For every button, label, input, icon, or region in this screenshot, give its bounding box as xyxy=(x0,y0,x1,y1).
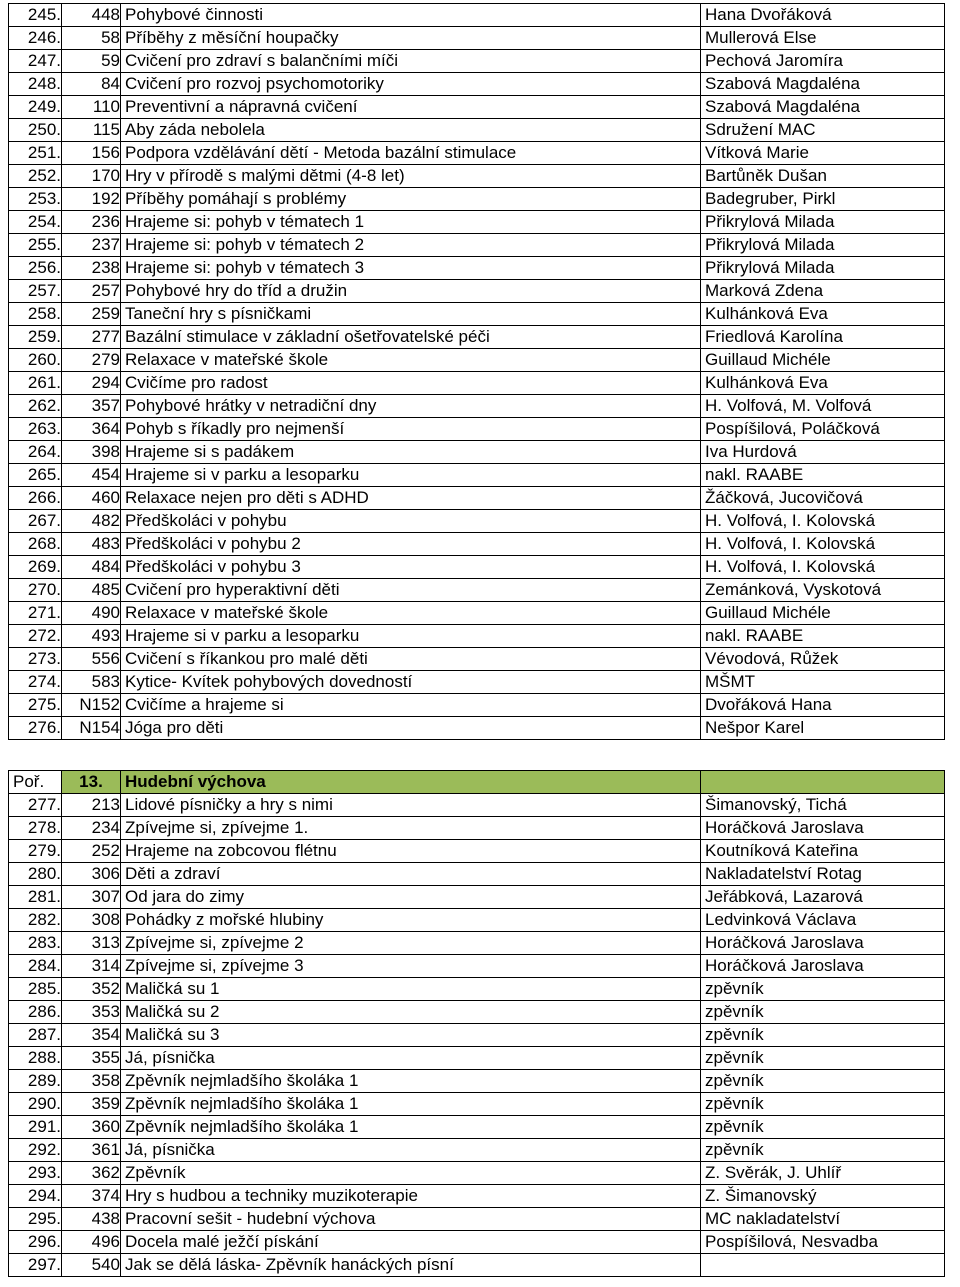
table-row xyxy=(9,978,945,1001)
book-author: Nešpor Karel xyxy=(701,717,945,740)
book-title: Relaxace nejen pro děti s ADHD xyxy=(121,487,701,510)
book-author: zpěvník xyxy=(701,1139,945,1162)
book-author: Zemánková, Vyskotová xyxy=(701,579,945,602)
table-row xyxy=(9,418,945,441)
row-number: 272. xyxy=(9,625,62,648)
book-id: 485 xyxy=(62,579,121,602)
row-number: 271. xyxy=(9,602,62,625)
book-author: Iva Hurdová xyxy=(701,441,945,464)
book-id: 277 xyxy=(62,326,121,349)
row-number: 281. xyxy=(9,886,62,909)
table-row xyxy=(9,533,945,556)
table-row xyxy=(9,909,945,932)
book-title: Bazální stimulace v základní ošetřovatelské péči xyxy=(121,326,701,349)
row-number: 254. xyxy=(9,211,62,234)
book-id: 374 xyxy=(62,1185,121,1208)
book-id: 540 xyxy=(62,1254,121,1277)
row-number: 245. xyxy=(9,4,62,27)
row-number: 250. xyxy=(9,119,62,142)
book-id: 482 xyxy=(62,510,121,533)
row-number: 291. xyxy=(9,1116,62,1139)
book-title: Cvičení pro zdraví s balančními míči xyxy=(121,50,701,73)
book-title: Pohádky z mořské hlubiny xyxy=(121,909,701,932)
book-author: Koutníková Kateřina xyxy=(701,840,945,863)
row-number: 265. xyxy=(9,464,62,487)
row-number: 296. xyxy=(9,1231,62,1254)
book-author: MC nakladatelství xyxy=(701,1208,945,1231)
book-author: H. Volfová, I. Kolovská xyxy=(701,510,945,533)
row-number: 285. xyxy=(9,978,62,1001)
book-title: Maličká su 2 xyxy=(121,1001,701,1024)
book-id: 361 xyxy=(62,1139,121,1162)
book-id: 364 xyxy=(62,418,121,441)
book-author: H. Volfová, I. Kolovská xyxy=(701,533,945,556)
row-number: 293. xyxy=(9,1162,62,1185)
table-row xyxy=(9,625,945,648)
book-id: 279 xyxy=(62,349,121,372)
book-id: 353 xyxy=(62,1001,121,1024)
table-row xyxy=(9,372,945,395)
book-author: Kulhánková Eva xyxy=(701,372,945,395)
row-number: 297. xyxy=(9,1254,62,1277)
table-row xyxy=(9,840,945,863)
table-row xyxy=(9,1116,945,1139)
book-id: 438 xyxy=(62,1208,121,1231)
book-id: 238 xyxy=(62,257,121,280)
table-row xyxy=(9,142,945,165)
book-title: Hrajeme si: pohyb v tématech 2 xyxy=(121,234,701,257)
table-row xyxy=(9,717,945,740)
table-row xyxy=(9,326,945,349)
book-title: Hrajeme si v parku a lesoparku xyxy=(121,464,701,487)
table-row xyxy=(9,863,945,886)
row-number: 270. xyxy=(9,579,62,602)
book-title: Jak se dělá láska- Zpěvník hanáckých písní xyxy=(121,1254,701,1277)
book-title: Zpěvník nejmladšího školáka 1 xyxy=(121,1093,701,1116)
book-id: 257 xyxy=(62,280,121,303)
book-title: Zpívejme si, zpívejme 1. xyxy=(121,817,701,840)
table-row xyxy=(9,73,945,96)
row-number: 295. xyxy=(9,1208,62,1231)
book-title: Já, písnička xyxy=(121,1047,701,1070)
book-title: Hry v přírodě s malými dětmi (4-8 let) xyxy=(121,165,701,188)
table-row xyxy=(9,602,945,625)
row-number: 247. xyxy=(9,50,62,73)
table-row xyxy=(9,303,945,326)
row-number: 280. xyxy=(9,863,62,886)
book-author: Guillaud Michéle xyxy=(701,349,945,372)
book-title: Já, písnička xyxy=(121,1139,701,1162)
book-title: Zpívejme si, zpívejme 2 xyxy=(121,932,701,955)
row-number: 278. xyxy=(9,817,62,840)
book-title: Relaxace v mateřské škole xyxy=(121,349,701,372)
book-id: 354 xyxy=(62,1024,121,1047)
book-id: 460 xyxy=(62,487,121,510)
table-row xyxy=(9,464,945,487)
table-row xyxy=(9,1162,945,1185)
book-author: Ledvinková Václava xyxy=(701,909,945,932)
table-row xyxy=(9,1024,945,1047)
book-title: Hrajeme si: pohyb v tématech 1 xyxy=(121,211,701,234)
book-title: Cvičíme pro radost xyxy=(121,372,701,395)
row-number: 277. xyxy=(9,794,62,817)
book-author: zpěvník xyxy=(701,1116,945,1139)
book-id: 454 xyxy=(62,464,121,487)
table-row xyxy=(9,4,945,27)
book-id: 314 xyxy=(62,955,121,978)
book-id: 115 xyxy=(62,119,121,142)
table-row xyxy=(9,648,945,671)
book-id: 490 xyxy=(62,602,121,625)
book-title: Pohyb s říkadly pro nejmenší xyxy=(121,418,701,441)
book-title: Děti a zdraví xyxy=(121,863,701,886)
book-id: N154 xyxy=(62,717,121,740)
book-title: Příběhy z měsíční houpačky xyxy=(121,27,701,50)
table-row xyxy=(9,441,945,464)
book-title: Hrajeme si: pohyb v tématech 3 xyxy=(121,257,701,280)
book-id: 313 xyxy=(62,932,121,955)
table-row xyxy=(9,794,945,817)
table-row xyxy=(9,96,945,119)
book-title: Pohybové činnosti xyxy=(121,4,701,27)
book-author: Z. Šimanovský xyxy=(701,1185,945,1208)
book-title: Pohybové hrátky v netradiční dny xyxy=(121,395,701,418)
table-row xyxy=(9,1047,945,1070)
book-title: Aby záda nebolela xyxy=(121,119,701,142)
row-number: 283. xyxy=(9,932,62,955)
row-number: 274. xyxy=(9,671,62,694)
book-id: 362 xyxy=(62,1162,121,1185)
table-row xyxy=(9,694,945,717)
book-author: Badegruber, Pirkl xyxy=(701,188,945,211)
row-number: 269. xyxy=(9,556,62,579)
row-number: 258. xyxy=(9,303,62,326)
book-author: Bartůněk Dušan xyxy=(701,165,945,188)
book-author: Vévodová, Růžek xyxy=(701,648,945,671)
book-title: Pracovní sešit - hudební výchova xyxy=(121,1208,701,1231)
book-title: Zpěvník nejmladšího školáka 1 xyxy=(121,1070,701,1093)
row-number: 253. xyxy=(9,188,62,211)
row-number: 284. xyxy=(9,955,62,978)
book-title: Maličká su 3 xyxy=(121,1024,701,1047)
row-number: 276. xyxy=(9,717,62,740)
book-title: Od jara do zimy xyxy=(121,886,701,909)
book-title: Taneční hry s písničkami xyxy=(121,303,701,326)
book-author: zpěvník xyxy=(701,1070,945,1093)
book-author: Mullerová Else xyxy=(701,27,945,50)
book-title: Hrajeme na zobcovou flétnu xyxy=(121,840,701,863)
book-id: 360 xyxy=(62,1116,121,1139)
book-author: Horáčková Jaroslava xyxy=(701,817,945,840)
book-title: Lidové písničky a hry s nimi xyxy=(121,794,701,817)
row-number: 252. xyxy=(9,165,62,188)
book-author: nakl. RAABE xyxy=(701,625,945,648)
book-title: Hrajeme si v parku a lesoparku xyxy=(121,625,701,648)
book-author: Pechová Jaromíra xyxy=(701,50,945,73)
book-title: Předškoláci v pohybu 3 xyxy=(121,556,701,579)
row-number: 288. xyxy=(9,1047,62,1070)
table-row xyxy=(9,257,945,280)
book-id: 84 xyxy=(62,73,121,96)
table-row xyxy=(9,1001,945,1024)
book-id: 484 xyxy=(62,556,121,579)
book-author: nakl. RAABE xyxy=(701,464,945,487)
table-row xyxy=(9,487,945,510)
book-author: H. Volfová, M. Volfová xyxy=(701,395,945,418)
book-author: Pospíšilová, Nesvadba xyxy=(701,1231,945,1254)
book-id: 259 xyxy=(62,303,121,326)
table-row xyxy=(9,579,945,602)
book-title: Hry s hudbou a techniky muzikoterapie xyxy=(121,1185,701,1208)
row-number: 290. xyxy=(9,1093,62,1116)
table-row xyxy=(9,1254,945,1277)
row-number: 279. xyxy=(9,840,62,863)
table-row xyxy=(9,188,945,211)
book-title: Předškoláci v pohybu 2 xyxy=(121,533,701,556)
book-author: Szabová Magdaléna xyxy=(701,96,945,119)
table-row xyxy=(9,50,945,73)
row-number: 259. xyxy=(9,326,62,349)
row-number: 249. xyxy=(9,96,62,119)
book-author xyxy=(701,1254,945,1277)
row-number: 261. xyxy=(9,372,62,395)
row-number: 287. xyxy=(9,1024,62,1047)
table-row xyxy=(9,886,945,909)
table-row xyxy=(9,395,945,418)
book-id: N152 xyxy=(62,694,121,717)
book-author: Přikrylová Milada xyxy=(701,211,945,234)
table-row xyxy=(9,817,945,840)
row-number: 246. xyxy=(9,27,62,50)
book-author: Nakladatelství Rotag xyxy=(701,863,945,886)
book-title: Cvičení s říkankou pro malé děti xyxy=(121,648,701,671)
row-number: 267. xyxy=(9,510,62,533)
book-author: Guillaud Michéle xyxy=(701,602,945,625)
book-title: Cvičení pro hyperaktivní děti xyxy=(121,579,701,602)
book-author: zpěvník xyxy=(701,1047,945,1070)
table-row xyxy=(9,932,945,955)
table-row xyxy=(9,119,945,142)
book-author: Horáčková Jaroslava xyxy=(701,932,945,955)
book-id: 110 xyxy=(62,96,121,119)
row-number: 256. xyxy=(9,257,62,280)
book-id: 358 xyxy=(62,1070,121,1093)
book-id: 252 xyxy=(62,840,121,863)
book-author: Hana Dvořáková xyxy=(701,4,945,27)
table-row xyxy=(9,280,945,303)
book-author: MŠMT xyxy=(701,671,945,694)
book-title: Příběhy pomáhají s problémy xyxy=(121,188,701,211)
row-number: 286. xyxy=(9,1001,62,1024)
book-table-physical xyxy=(8,3,945,740)
book-author: Šimanovský, Tichá xyxy=(701,794,945,817)
book-title: Hrajeme si s padákem xyxy=(121,441,701,464)
book-id: 59 xyxy=(62,50,121,73)
row-number: 262. xyxy=(9,395,62,418)
section-header-row xyxy=(9,771,945,794)
book-title: Zpěvník nejmladšího školáka 1 xyxy=(121,1116,701,1139)
table-row xyxy=(9,955,945,978)
book-title: Preventivní a nápravná cvičení xyxy=(121,96,701,119)
book-title: Zpěvník xyxy=(121,1162,701,1185)
book-title: Kytice- Kvítek pohybových dovedností xyxy=(121,671,701,694)
book-id: 294 xyxy=(62,372,121,395)
row-number: 294. xyxy=(9,1185,62,1208)
book-title: Cvičení pro rozvoj psychomotoriky xyxy=(121,73,701,96)
book-id: 448 xyxy=(62,4,121,27)
book-author: Přikrylová Milada xyxy=(701,257,945,280)
book-id: 493 xyxy=(62,625,121,648)
book-title: Docela malé ježčí pískání xyxy=(121,1231,701,1254)
row-number: 273. xyxy=(9,648,62,671)
book-author: zpěvník xyxy=(701,1024,945,1047)
book-table-music xyxy=(8,770,945,1277)
book-title: Předškoláci v pohybu xyxy=(121,510,701,533)
book-author: Jeřábková, Lazarová xyxy=(701,886,945,909)
book-author: Vítková Marie xyxy=(701,142,945,165)
book-id: 357 xyxy=(62,395,121,418)
row-number: 257. xyxy=(9,280,62,303)
table-row xyxy=(9,165,945,188)
table-row xyxy=(9,27,945,50)
book-title: Jóga pro děti xyxy=(121,717,701,740)
book-author: Žáčková, Jucovičová xyxy=(701,487,945,510)
table-row xyxy=(9,556,945,579)
book-author: Dvořáková Hana xyxy=(701,694,945,717)
book-id: 496 xyxy=(62,1231,121,1254)
book-id: 170 xyxy=(62,165,121,188)
book-id: 236 xyxy=(62,211,121,234)
book-author: Sdružení MAC xyxy=(701,119,945,142)
row-number: 251. xyxy=(9,142,62,165)
header-order-label: Poř. xyxy=(9,771,62,794)
book-id: 352 xyxy=(62,978,121,1001)
row-number: 264. xyxy=(9,441,62,464)
book-title: Podpora vzdělávání dětí - Metoda bazální stimulace xyxy=(121,142,701,165)
book-author: zpěvník xyxy=(701,1001,945,1024)
book-author: Přikrylová Milada xyxy=(701,234,945,257)
book-author: zpěvník xyxy=(701,1093,945,1116)
book-id: 192 xyxy=(62,188,121,211)
book-id: 556 xyxy=(62,648,121,671)
book-id: 483 xyxy=(62,533,121,556)
row-number: 266. xyxy=(9,487,62,510)
book-author: Friedlová Karolína xyxy=(701,326,945,349)
book-author: Z. Svěrák, J. Uhlíř xyxy=(701,1162,945,1185)
row-number: 282. xyxy=(9,909,62,932)
row-number: 275. xyxy=(9,694,62,717)
book-title: Maličká su 1 xyxy=(121,978,701,1001)
book-author: Marková Zdena xyxy=(701,280,945,303)
table-row xyxy=(9,1093,945,1116)
row-number: 248. xyxy=(9,73,62,96)
row-number: 268. xyxy=(9,533,62,556)
row-number: 289. xyxy=(9,1070,62,1093)
table-row xyxy=(9,211,945,234)
book-author: Horáčková Jaroslava xyxy=(701,955,945,978)
table-row xyxy=(9,1231,945,1254)
row-number: 263. xyxy=(9,418,62,441)
table-row xyxy=(9,1139,945,1162)
book-author: Kulhánková Eva xyxy=(701,303,945,326)
section-number: 13. xyxy=(62,771,121,794)
table-row xyxy=(9,1185,945,1208)
book-id: 306 xyxy=(62,863,121,886)
book-title: Relaxace v mateřské škole xyxy=(121,602,701,625)
table-row xyxy=(9,1070,945,1093)
section-title: Hudební výchova xyxy=(121,771,701,794)
book-id: 355 xyxy=(62,1047,121,1070)
book-title: Cvičíme a hrajeme si xyxy=(121,694,701,717)
book-id: 583 xyxy=(62,671,121,694)
book-id: 308 xyxy=(62,909,121,932)
section-header-empty xyxy=(701,771,945,794)
book-id: 58 xyxy=(62,27,121,50)
row-number: 292. xyxy=(9,1139,62,1162)
table-row xyxy=(9,671,945,694)
book-id: 237 xyxy=(62,234,121,257)
book-title: Pohybové hry do tříd a družin xyxy=(121,280,701,303)
book-id: 156 xyxy=(62,142,121,165)
table-row xyxy=(9,234,945,257)
table-body xyxy=(9,771,945,1277)
table-body xyxy=(9,4,945,740)
book-id: 213 xyxy=(62,794,121,817)
book-id: 234 xyxy=(62,817,121,840)
table-row xyxy=(9,349,945,372)
row-number: 260. xyxy=(9,349,62,372)
book-author: zpěvník xyxy=(701,978,945,1001)
book-author: H. Volfová, I. Kolovská xyxy=(701,556,945,579)
table-row xyxy=(9,1208,945,1231)
row-number: 255. xyxy=(9,234,62,257)
book-author: Szabová Magdaléna xyxy=(701,73,945,96)
book-id: 359 xyxy=(62,1093,121,1116)
book-author: Pospíšilová, Poláčková xyxy=(701,418,945,441)
book-title: Zpívejme si, zpívejme 3 xyxy=(121,955,701,978)
book-id: 307 xyxy=(62,886,121,909)
table-row xyxy=(9,510,945,533)
book-id: 398 xyxy=(62,441,121,464)
